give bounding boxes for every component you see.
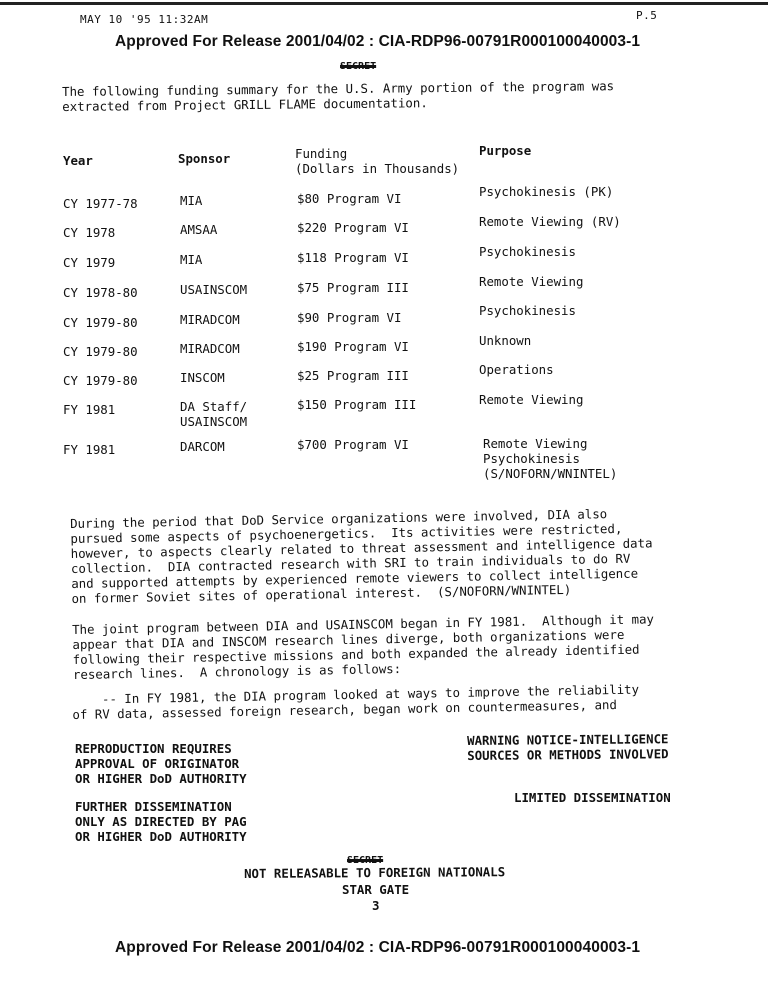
classification-marking-top: SECRET <box>340 61 377 72</box>
project-name: STAR GATE <box>342 882 410 897</box>
release-stamp-bottom: Approved For Release 2001/04/02 : CIA-RDP96-00791R000100040003-1 <box>115 939 641 956</box>
cell-purpose: Remote Viewing <box>479 392 584 407</box>
classification-marking-bottom: SECRET <box>347 855 384 866</box>
paragraph-joint-program: The joint program between DIA and USAINSCOM began in FY 1981. Although it may appear that DIA and INSCOM research lines diverge, both organizations were following their respective missions and both expanded the already identified research lines. A chronology is as follows: <box>72 611 655 682</box>
cell-sponsor: USAINSCOM <box>180 282 248 297</box>
paragraph-dod-service: During the period that DoD Service organizations were involved, DIA also pursued some aspects of psychoenergetics. Its activities were restricted, however, to aspects clearly related to threat assessment and intelligence data collection. DIA contracted research with SRI to train individuals to do RV and supported attempts by experienced remote viewers to collect intelligence on former Soviet sites of operational interest. (S/NOFORN/WNINTEL) <box>70 506 653 606</box>
cell-purpose: Remote Viewing Psychokinesis (S/NOFORN/WNINTEL) <box>483 436 618 481</box>
cell-year: CY 1979-80 <box>63 315 138 330</box>
cell-sponsor: DARCOM <box>180 439 225 454</box>
cell-purpose: Remote Viewing (RV) <box>479 214 621 229</box>
warning-notice: WARNING NOTICE-INTELLIGENCE SOURCES OR METHODS INVOLVED <box>467 731 669 763</box>
cell-year: FY 1981 <box>63 442 116 457</box>
column-header-year: Year <box>63 153 93 168</box>
cell-funding: $25 Program III <box>297 368 409 383</box>
cell-purpose: Psychokinesis <box>479 303 576 318</box>
not-releasable-notice: NOT RELEASABLE TO FOREIGN NATIONALS <box>244 864 506 881</box>
paragraph-chronology: -- In FY 1981, the DIA program looked at ways to improve the reliability of RV data, assessed foreign research, began work on countermeasures, and <box>72 681 640 722</box>
cell-purpose: Operations <box>479 362 554 377</box>
cell-year: CY 1978 <box>63 225 116 240</box>
cell-year: CY 1979-80 <box>63 344 138 359</box>
dissemination-notice: FURTHER DISSEMINATION ONLY AS DIRECTED BY PAG OR HIGHER DoD AUTHORITY <box>75 799 247 844</box>
cell-sponsor: AMSAA <box>180 222 218 237</box>
cell-purpose: Psychokinesis <box>479 244 576 259</box>
cell-purpose: Unknown <box>479 333 532 348</box>
fax-timestamp: MAY 10 '95 11:32AM <box>80 13 209 26</box>
limited-dissemination-notice: LIMITED DISSEMINATION <box>514 790 671 805</box>
cell-funding: $75 Program III <box>297 280 409 295</box>
cell-funding: $220 Program VI <box>297 220 409 235</box>
fax-page-number: P.5 <box>636 9 658 22</box>
cell-purpose: Psychokinesis (PK) <box>479 184 614 199</box>
release-stamp-top: Approved For Release 2001/04/02 : CIA-RDP96-00791R000100040003-1 <box>115 33 641 50</box>
cell-sponsor: INSCOM <box>180 370 225 385</box>
cell-year: FY 1981 <box>63 402 116 417</box>
column-header-purpose: Purpose <box>479 143 532 158</box>
cell-year: CY 1979 <box>63 255 116 270</box>
cell-sponsor: MIA <box>180 193 203 208</box>
cell-year: CY 1978-80 <box>63 285 138 300</box>
cell-sponsor: DA Staff/ USAINSCOM <box>180 399 248 429</box>
fax-edge-line <box>0 2 768 5</box>
column-header-sponsor: Sponsor <box>178 151 231 166</box>
cell-year: CY 1979-80 <box>63 373 138 388</box>
cell-funding: $90 Program VI <box>297 310 402 325</box>
cell-funding: $118 Program VI <box>297 250 409 265</box>
cell-funding: $700 Program VI <box>297 437 409 452</box>
reproduction-notice: REPRODUCTION REQUIRES APPROVAL OF ORIGINATOR OR HIGHER DoD AUTHORITY <box>75 741 247 786</box>
column-header-funding: Funding (Dollars in Thousands) <box>295 146 460 176</box>
cell-sponsor: MIA <box>180 252 203 267</box>
cell-funding: $190 Program VI <box>297 339 409 354</box>
cell-sponsor: MIRADCOM <box>180 341 240 356</box>
page-number: 3 <box>372 898 380 913</box>
cell-purpose: Remote Viewing <box>479 274 584 289</box>
cell-sponsor: MIRADCOM <box>180 312 240 327</box>
cell-funding: $80 Program VI <box>297 191 402 206</box>
cell-year: CY 1977-78 <box>63 196 138 211</box>
cell-funding: $150 Program III <box>297 397 417 412</box>
intro-paragraph: The following funding summary for the U.S. Army portion of the program was extracted from Project GRILL FLAME documentation. <box>62 78 615 114</box>
